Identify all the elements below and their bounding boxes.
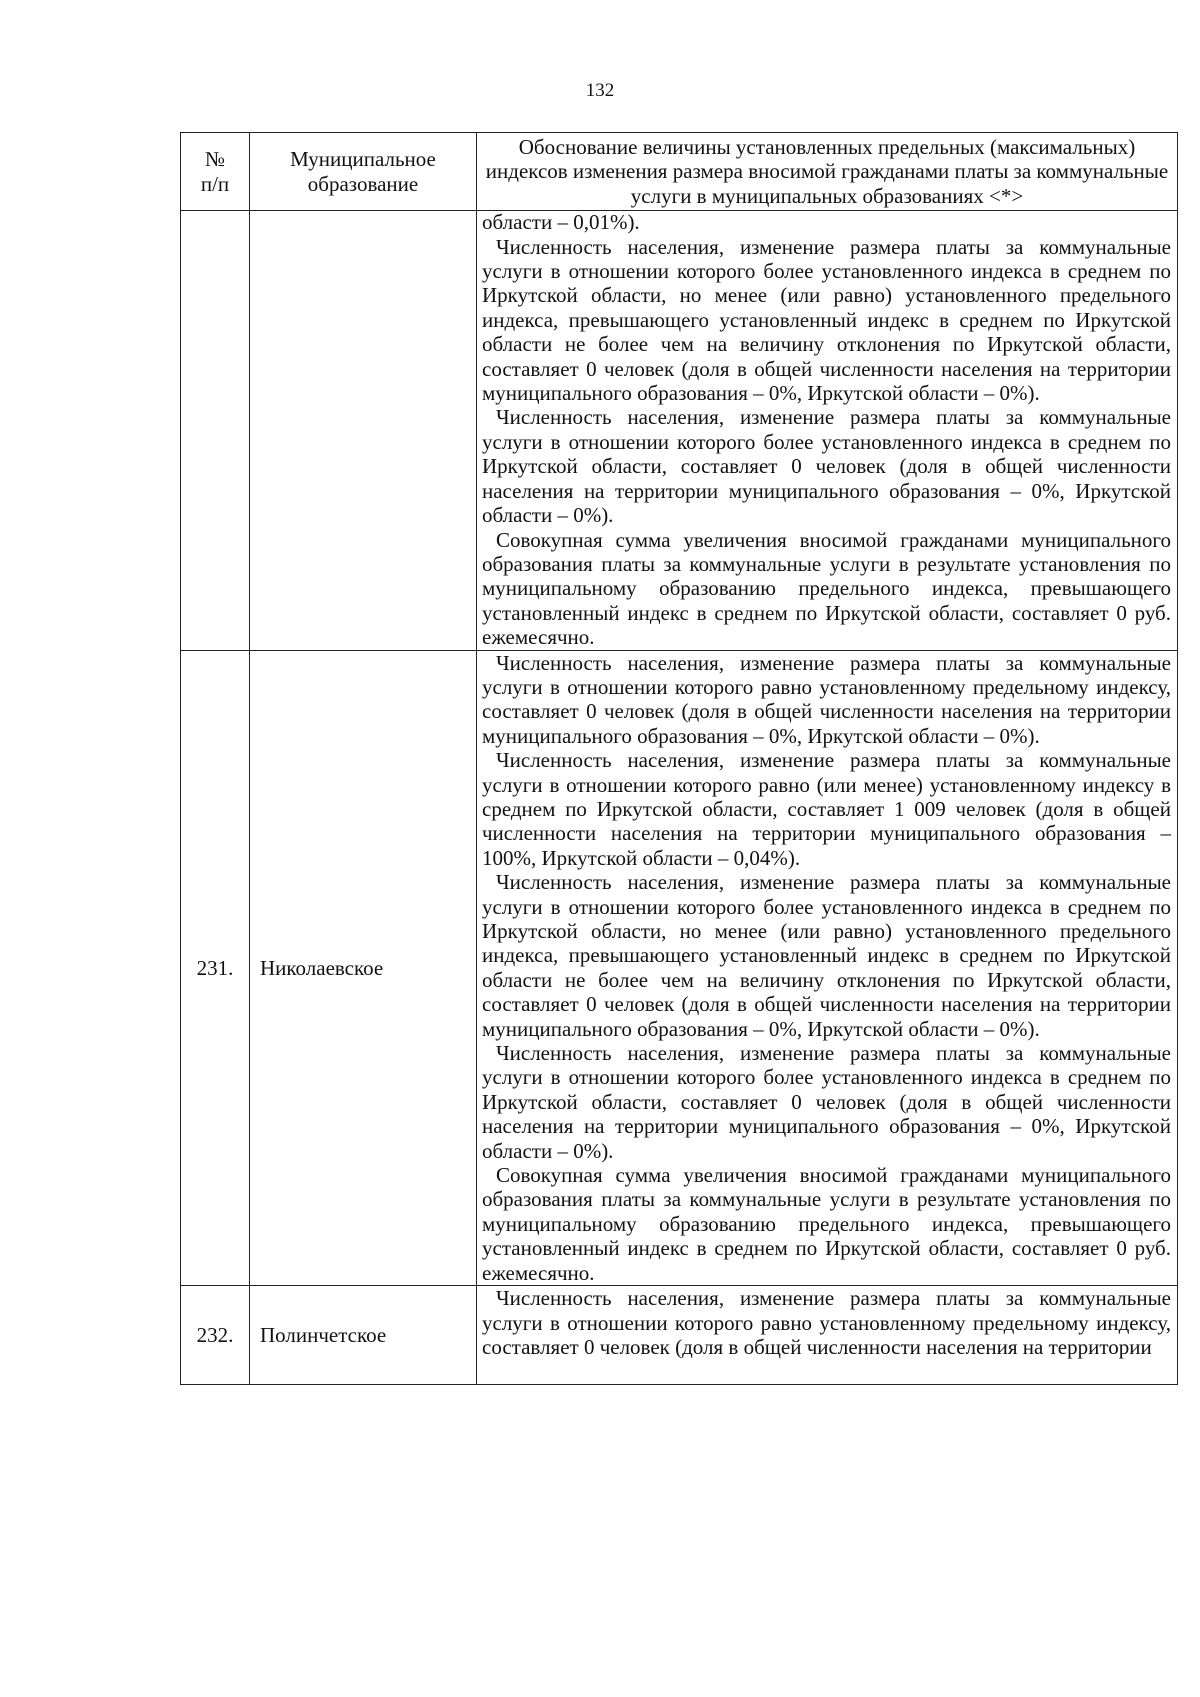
- column-header-municipality: Муниципальное образование: [250, 133, 477, 211]
- municipality-name: Николаевское: [250, 650, 477, 1286]
- municipality-name: Полинчетское: [250, 1286, 477, 1385]
- basis-text-clip: [482, 1286, 1171, 1384]
- basis-paragraph: области – 0,01%).: [482, 210, 640, 235]
- basis-paragraph: Совокупная сумма увеличения вносимой гражданами муниципального образования платы за коммунальные услуги в результате установления по муниципальному образованию предельного индекса, превышающего установленный индекс в среднем по Иркутской области, составляет 0 руб. ежемесячно.: [482, 527, 1171, 650]
- basis-text: [477, 650, 1178, 1286]
- basis-paragraph: Численность населения, изменение размера платы за коммунальные услуги в отношении которого равно установленному предельному индексу, составляет 0 человек (доля в общей численности населения на территории муниципального образования – 0%, Иркутской области – 0%).: [482, 650, 1171, 748]
- column-header-number-abbr: п/п: [200, 171, 230, 196]
- column-header-number-sign: №: [204, 147, 226, 172]
- basis-paragraph: Численность населения, изменение размера платы за коммунальные услуги в отношении которого более установленного индекса в среднем по Иркутской области, но менее (или равно) установленного предельного индекса, превышающего установленный индекс в среднем по Иркутской области не более чем на величину отклонения по Иркутской области, составляет 0 человек (доля в общей численности населения на территории муниципального образования – 0%, Иркутской области – 0%).: [482, 870, 1171, 1041]
- basis-paragraph: Численность населения, изменение размера платы за коммунальные услуги в отношении которого более установленного индекса в среднем по Иркутской области, составляет 0 человек (доля в общей численности населения на территории муниципального образования – 0%, Иркутской области – 0%).: [482, 405, 1171, 528]
- basis-paragraph: Численность населения, изменение размера платы за коммунальные услуги в отношении которого более установленного индекса в среднем по Иркутской области, составляет 0 человек (доля в общей численности населения на территории муниципального образования – 0%, Иркутской области – 0%).: [482, 1041, 1171, 1163]
- basis-text: [477, 1286, 1178, 1385]
- table-row: [181, 211, 1178, 650]
- table-header-row: [181, 133, 1178, 211]
- column-header-number: [181, 133, 250, 211]
- page-number: 132: [585, 80, 615, 101]
- basis-paragraph: Численность населения, изменение размера платы за коммунальные услуги в отношении которого равно (или менее) установленному индексу в среднем по Иркутской области, составляет 1 009 человек (доля в общей численности населения на территории муниципального образования – 100%, Иркутской области – 0,04%).: [482, 748, 1171, 870]
- row-number: [181, 211, 250, 650]
- column-header-basis: Обоснование величины установленных предельных (максимальных) индексов изменения размера вносимой гражданами платы за коммунальные услуги в муниципальных образованиях <*>: [477, 133, 1178, 211]
- basis-paragraph: Численность населения, изменение размера платы за коммунальные услуги в отношении которого равно установленному предельному индексу, составляет 0 человек (доля в общей численности населения на территории: [482, 1286, 1171, 1359]
- basis-text: [477, 211, 1178, 650]
- table-row: [181, 650, 1178, 1286]
- indices-table: [180, 132, 1178, 1385]
- basis-paragraph: Совокупная сумма увеличения вносимой гражданами муниципального образования платы за коммунальные услуги в результате установления по муниципальному образованию предельного индекса, превышающего установленный индекс в среднем по Иркутской области, составляет 0 руб. ежемесячно.: [482, 1163, 1171, 1285]
- municipality-name: [250, 211, 477, 650]
- basis-paragraph: Численность населения, изменение размера платы за коммунальные услуги в отношении которого более установленного индекса в среднем по Иркутской области, но менее (или равно) установленного предельного индекса, превышающего установленный индекс в среднем по Иркутской области не более чем на величину отклонения по Иркутской области, составляет 0 человек (доля в общей численности населения на территории муниципального образования – 0%, Иркутской области – 0%).: [482, 234, 1171, 406]
- table-row: [181, 1286, 1178, 1385]
- row-number: 232.: [181, 1286, 250, 1385]
- row-number: 231.: [181, 650, 250, 1286]
